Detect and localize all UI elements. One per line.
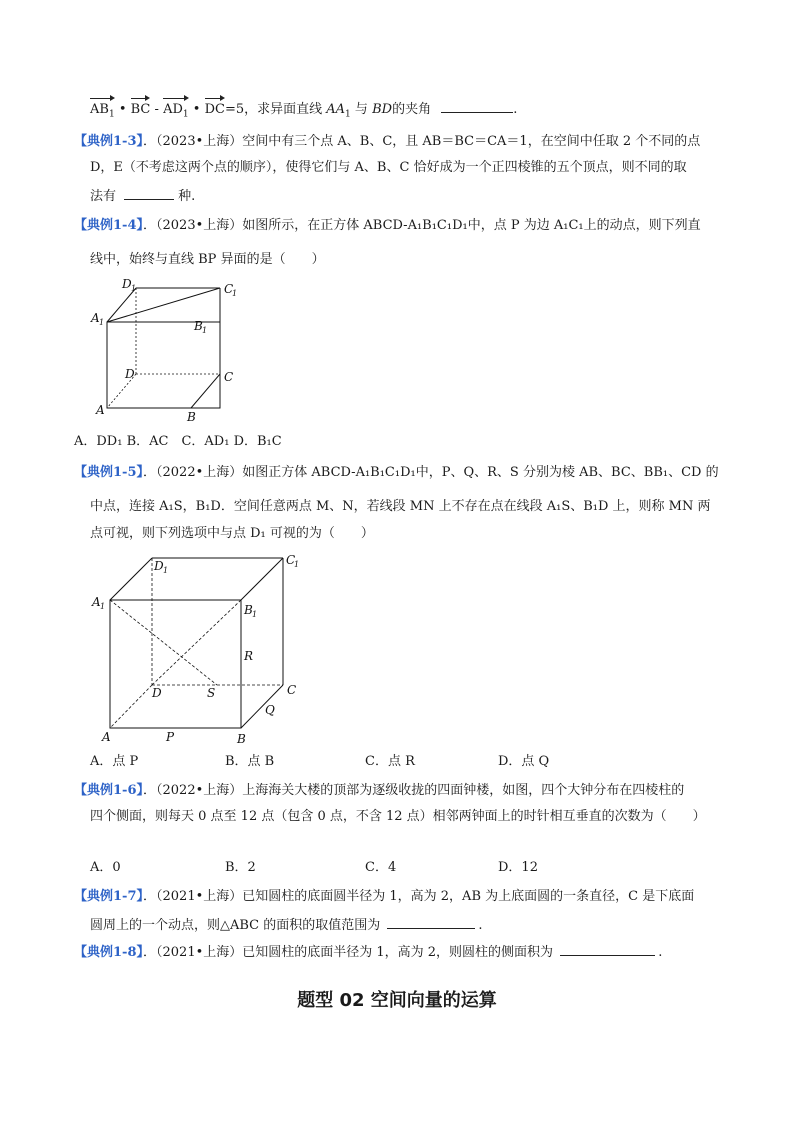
example-tag: 【典例1-5】: [74, 465, 143, 480]
example-1-4-options: A．DD₁ B．AC C．AD₁ D．B₁C: [74, 434, 282, 449]
svg-text:1: 1: [202, 326, 208, 335]
cube-figure-2: [88, 548, 318, 748]
example-1-6-option-d: D．12: [498, 860, 538, 875]
svg-text:D: D: [125, 367, 135, 381]
svg-text:D: D: [122, 277, 132, 291]
svg-text:A: A: [91, 311, 100, 325]
svg-text:C: C: [286, 553, 296, 567]
vector-ad1: $AD_1$: [163, 97, 189, 125]
svg-text:1: 1: [99, 318, 105, 327]
svg-text:S: S: [207, 686, 216, 700]
svg-text:B: B: [194, 319, 203, 333]
example-tag: 【典例1-3】: [74, 134, 143, 149]
svg-text:1: 1: [100, 602, 106, 611]
svg-text:C: C: [224, 370, 234, 384]
example-1-7-line1: 【典例1-7】．（2021•上海）已知圆柱的底面圆半径为 1，高为 2，AB 为上底面圆的一条直径，C 是下底面: [74, 889, 695, 904]
vector-bc: BC: [131, 97, 151, 120]
example-1-5-option-c: C．点 R: [365, 754, 415, 769]
example-1-5-option-b: B．点 B: [225, 754, 275, 769]
svg-text:B: B: [244, 603, 253, 617]
example-tag: 【典例1-7】: [74, 889, 143, 904]
section-title: 题型 02 空间向量的运算: [297, 990, 497, 1011]
svg-text:P: P: [166, 730, 175, 744]
vector-dc: DC: [205, 97, 225, 120]
svg-text:1: 1: [163, 566, 169, 575]
example-1-5-option-d: D．点 Q: [498, 754, 550, 769]
svg-text:C: C: [287, 683, 297, 697]
svg-text:1: 1: [131, 284, 137, 293]
example-1-5-line1: 【典例1-5】．（2022•上海）如图正方体 ABCD-A₁B₁C₁D₁中，P、Q、R、S 分别为棱 AB、BC、BB₁、CD 的: [74, 465, 719, 480]
svg-text:B: B: [237, 732, 246, 746]
svg-text:Q: Q: [265, 703, 275, 717]
svg-text:D: D: [154, 559, 164, 573]
answer-blank: [124, 185, 174, 200]
example-1-5-line2: 中点，连接 A₁S，B₁D．空间任意两点 M、N，若线段 MN 上不存在点在线段 A₁S、B₁D 上，则称 MN 两: [90, 499, 711, 514]
svg-text:A: A: [92, 595, 101, 609]
svg-text:R: R: [244, 649, 254, 663]
example-1-4-line2: 线中，始终与直线 BP 异面的是（ ）: [90, 252, 325, 267]
example-1-6-line1: 【典例1-6】．（2022•上海）上海海关大楼的顶部为逐级收拢的四面钟楼，如图，四个大钟分布在四棱柱的: [74, 783, 685, 798]
vector-ab1: $AB_1$: [90, 97, 115, 125]
svg-text:A: A: [102, 730, 111, 744]
answer-blank: [441, 98, 513, 113]
cube-figure-1: [88, 275, 248, 425]
svg-text:1: 1: [294, 560, 300, 569]
example-tag: 【典例1-4】: [74, 218, 143, 233]
example-1-6-line2: 四个侧面，则每天 0 点至 12 点（包含 0 点，不含 12 点）相邻两钟面上的时针相互垂直的次数为（ ）: [90, 809, 706, 824]
svg-text:A: A: [96, 403, 105, 417]
answer-blank: [560, 941, 655, 956]
svg-text:D: D: [152, 686, 162, 700]
vector-equation-line: $AB_1$ • BC - $AD_1$ • DC=5，求异面直线 $AA_1$ 与 BD的夹角 .: [90, 97, 517, 125]
example-1-6-option-a: A．0: [90, 860, 121, 875]
example-1-6-option-b: B．2: [225, 860, 256, 875]
svg-text:C: C: [224, 282, 234, 296]
example-1-6-option-c: C．4: [365, 860, 397, 875]
example-tag: 【典例1-6】: [74, 783, 143, 798]
svg-text:1: 1: [232, 289, 238, 298]
answer-blank: [387, 914, 475, 929]
example-1-5-line3: 点可视，则下列选项中与点 D₁ 可视的为（ ）: [90, 526, 374, 541]
example-1-5-option-a: A．点 P: [90, 754, 139, 769]
svg-text:B: B: [187, 410, 196, 424]
example-1-3-line3: 法有 种.: [90, 185, 195, 207]
example-1-3-line2: D，E（不考虑这两个点的顺序），使得它们与 A、B、C 恰好成为一个正四棱锥的五个顶点，则不同的取: [90, 160, 687, 175]
example-1-8-line1: 【典例1-8】．（2021•上海）已知圆柱的底面半径为 1，高为 2，则圆柱的侧面积为 .: [74, 941, 662, 963]
svg-text:1: 1: [252, 610, 258, 619]
example-1-7-line2: 圆周上的一个动点，则△ABC 的面积的取值范围为 .: [90, 914, 483, 936]
example-1-3-line1: 【典例1-3】．（2023•上海）空间中有三个点 A、B、C，且 AB＝BC＝CA＝1，在空间中任取 2 个不同的点: [74, 134, 701, 149]
example-tag: 【典例1-8】: [74, 945, 143, 960]
example-1-4-line1: 【典例1-4】．（2023•上海）如图所示，在正方体 ABCD-A₁B₁C₁D₁中，点 P 为边 A₁C₁上的动点，则下列直: [74, 218, 701, 233]
